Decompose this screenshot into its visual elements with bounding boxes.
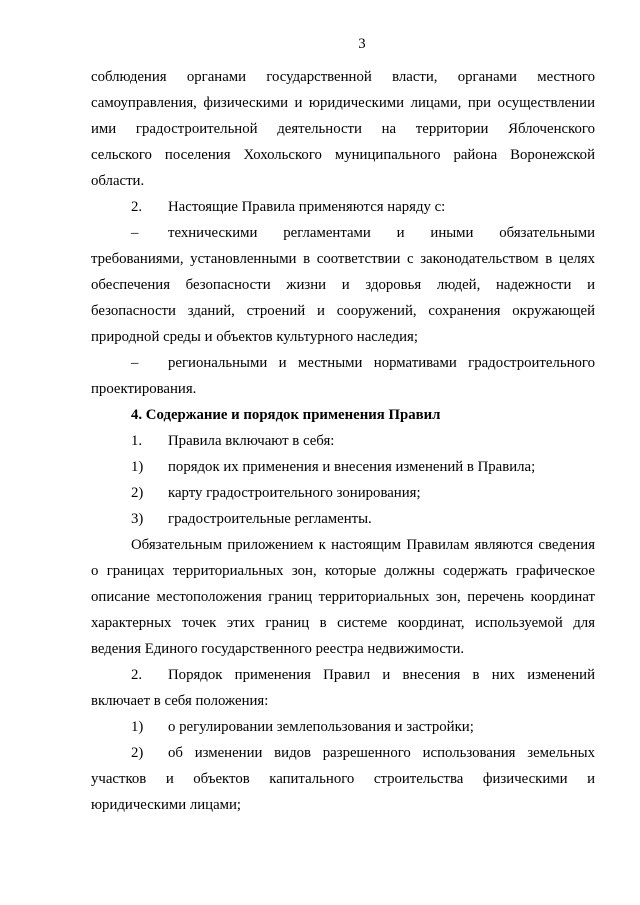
dash-marker: – <box>131 355 139 371</box>
page-number: 3 <box>358 36 366 52</box>
sub-item <box>91 714 595 740</box>
text-line: описание местоположения границ территориальных зон, перечень координат <box>91 589 595 605</box>
text-line: области. <box>91 173 145 189</box>
item-marker: 3) <box>131 511 144 527</box>
text-line: проектирования. <box>91 381 197 397</box>
text-line: ими градостроительной деятельности на территории Яблоченского <box>91 121 595 137</box>
item-marker: 2) <box>131 745 144 761</box>
numbered-item <box>91 428 595 454</box>
text-line: соблюдения органами государственной власти, органами местного <box>91 69 595 85</box>
item-text: об изменении видов разрешенного использования земельных <box>168 745 595 761</box>
text-line: Обязательным приложением к настоящим Правилам являются сведения <box>131 537 595 553</box>
item-text: Порядок применения Правил и внесения в них изменений <box>168 667 595 683</box>
item-text: Правила включают в себя: <box>168 433 335 449</box>
sub-item <box>91 506 595 532</box>
item-marker: 2. <box>131 199 143 215</box>
dash-marker: – <box>131 225 139 241</box>
item-text: карту градостроительного зонирования; <box>168 485 421 501</box>
sub-item <box>91 454 595 480</box>
text-line: природной среды и объектов культурного наследия; <box>91 329 418 345</box>
document-body <box>91 64 595 818</box>
text-line: требованиями, установленными в соответствии с законодательством в целях <box>91 251 595 267</box>
text-line: характерных точек этих границ в системе координат, используемой для <box>91 615 595 631</box>
item-marker: 2. <box>131 667 143 683</box>
dash-item <box>91 350 595 376</box>
text-line: сельского поселения Хохольского муниципального района Воронежской <box>91 147 595 163</box>
text-line: безопасности зданий, строений и сооружений, сохранения окружающей <box>91 303 595 319</box>
numbered-item <box>91 194 595 220</box>
text-line: о границах территориальных зон, которые должны содержать графическое <box>91 563 595 579</box>
item-marker: 1. <box>131 433 143 449</box>
text-line: ведения Единого государственного реестра недвижимости. <box>91 641 465 657</box>
item-text: о регулировании землепользования и застройки; <box>168 719 474 735</box>
item-marker: 1) <box>131 719 144 735</box>
item-text: градостроительные регламенты. <box>168 511 372 527</box>
item-text: региональными и местными нормативами градостроительного <box>168 355 595 371</box>
section-heading: 4. Содержание и порядок применения Правил <box>131 407 441 423</box>
text-line: включает в себя положения: <box>91 693 269 709</box>
item-text: техническими регламентами и иными обязательными <box>168 225 595 241</box>
text-line: самоуправления, физическими и юридическими лицами, при осуществлении <box>91 95 595 111</box>
numbered-item <box>91 662 595 688</box>
item-marker: 2) <box>131 485 144 501</box>
sub-item <box>91 740 595 766</box>
item-text: порядок их применения и внесения изменений в Правила; <box>168 459 536 475</box>
item-text: Настоящие Правила применяются наряду с: <box>168 199 446 215</box>
text-line: участков и объектов капитального строительства физическими и <box>91 771 595 787</box>
dash-item <box>91 220 595 246</box>
text-line: юридическими лицами; <box>91 797 242 813</box>
text-line: обеспечения безопасности жизни и здоровья людей, надежности и <box>91 277 595 293</box>
sub-item <box>91 480 595 506</box>
item-marker: 1) <box>131 459 144 475</box>
